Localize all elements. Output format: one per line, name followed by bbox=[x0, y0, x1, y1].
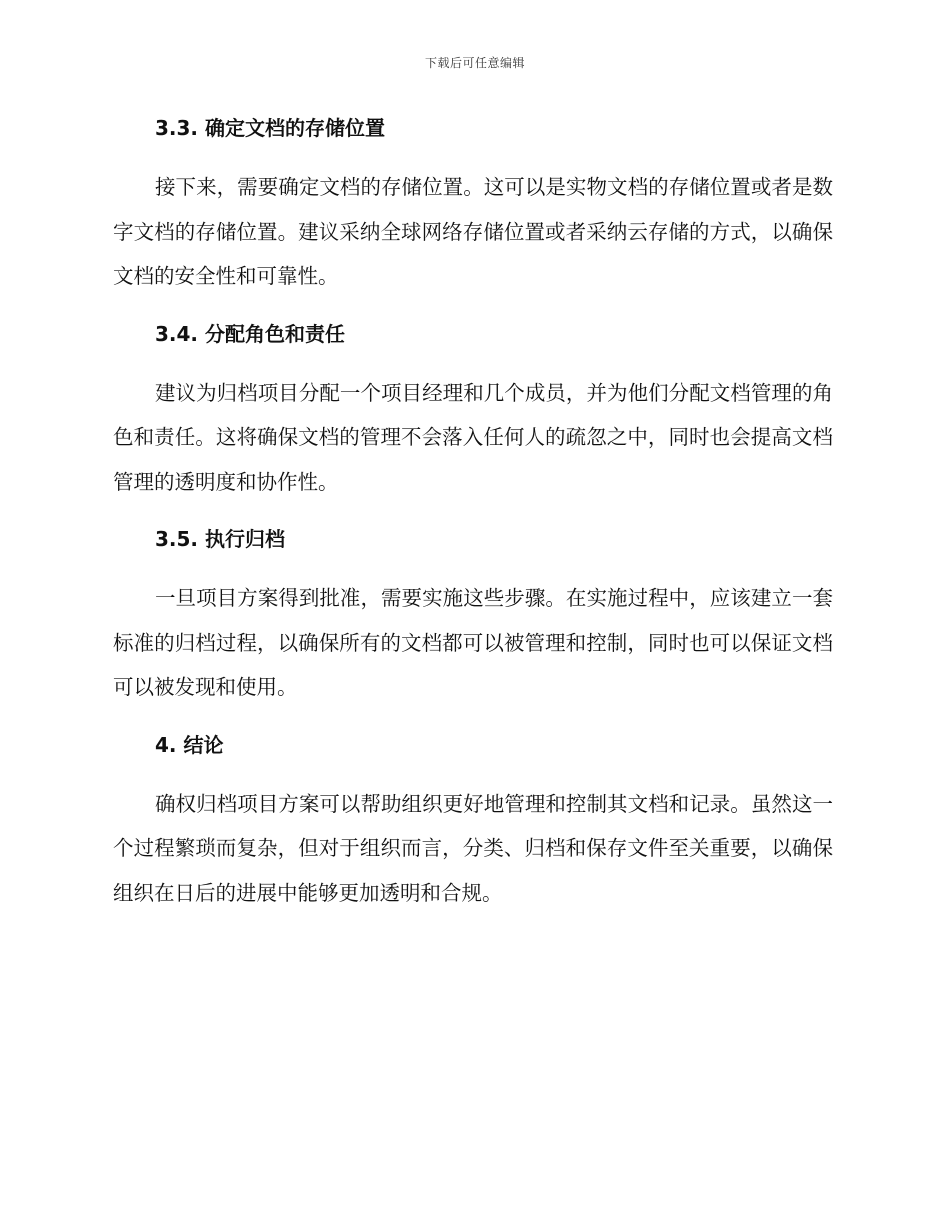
section-3-3 bbox=[113, 110, 833, 299]
section-paragraph: 一旦项目方案得到批准，需要实施这些步骤。在实施过程中，应该建立一套标准的归档过程，以确保所有的文档都可以被管理和控制，同时也可以保证文档可以被发现和使用。 bbox=[113, 586, 833, 699]
section-heading: 3.3. 确定文档的存储位置 bbox=[155, 116, 385, 140]
section-4 bbox=[113, 727, 833, 916]
page-header: 下载后可任意编辑 bbox=[424, 56, 525, 70]
document-body bbox=[113, 110, 833, 932]
section-heading: 4. 结论 bbox=[155, 732, 224, 757]
section-paragraph: 接下来，需要确定文档的存储位置。这可以是实物文档的存储位置或者是数字文档的存储位置。建议采纳全球网络存储位置或者采纳云存储的方式，以确保文档的安全性和可靠性。 bbox=[113, 175, 833, 288]
section-paragraph: 确权归档项目方案可以帮助组织更好地管理和控制其文档和记录。虽然这一个过程繁琐而复杂，但对于组织而言，分类、归档和保存文件至关重要，以确保组织在日后的进展中能够更加透明和合规。 bbox=[113, 791, 833, 905]
section-heading: 3.4. 分配角色和责任 bbox=[155, 321, 345, 346]
section-heading: 3.5. 执行归档 bbox=[155, 527, 285, 551]
section-3-4 bbox=[113, 316, 833, 505]
section-3-5 bbox=[113, 521, 833, 710]
section-paragraph: 建议为归档项目分配一个项目经理和几个成员，并为他们分配文档管理的角色和责任。这将确保文档的管理不会落入任何人的疏忽之中，同时也会提高文档管理的透明度和协作性。 bbox=[113, 380, 833, 494]
